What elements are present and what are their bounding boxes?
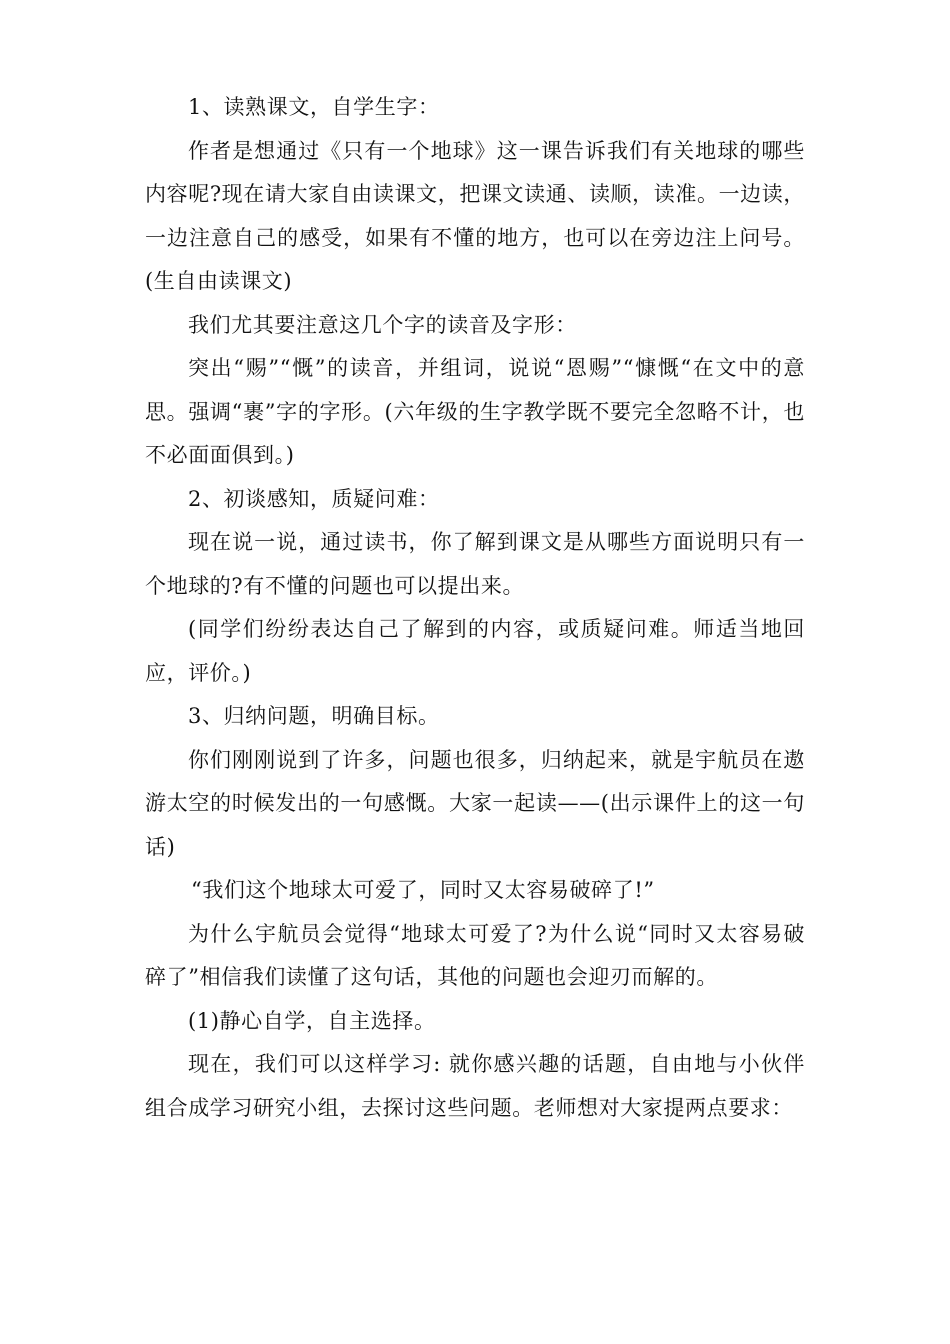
paragraph-attention: 我们尤其要注意这几个字的读音及字形： [188, 312, 577, 337]
paragraph-summary: 你们刚刚说到了许多，问题也很多，归纳起来，就是宇航员在遨游太空的时候发出的一句感慨。大家一起读——(出示课件上的这一句话) [145, 747, 805, 859]
paragraph-discuss: 现在说一说，通过读书，你了解到课文是从哪些方面说明只有一个地球的?有不懂的问题也可以提出来。 [145, 530, 805, 598]
quote-astronaut: “我们这个地球太可爱了，同时又太容易破碎了!” [191, 878, 655, 902]
paragraph-students-respond: (同学们纷纷表达自己了解到的内容，或质疑问难。师适当地回应，评价。) [145, 617, 805, 685]
paragraph-why: 为什么宇航员会觉得“地球太可爱了?为什么说“同时又太容易破碎了”相信我们读懂了这句话，其他的问题也会迎刃而解的。 [145, 921, 805, 989]
heading-read-text: 1、读熟课文，自学生字： [188, 95, 440, 119]
heading-self-study: (1)静心自学，自主选择。 [188, 1008, 436, 1033]
paragraph-pronunciation: 突出“赐”“慨”的读音，并组词，说说“恩赐”“慷慨“在文中的意思。强调“裹”字的字形。(六年级的生字教学既不要完全忽略不计，也不必面面俱到。) [145, 356, 805, 467]
paragraph-requirements: 现在，我们可以这样学习: 就你感兴趣的话题，自由地与小伙伴组合成学习研究小组，去探讨这些问题。老师想对大家提两点要求： [145, 1052, 805, 1120]
document-page [145, 86, 805, 1130]
paragraph-intro: 作者是想通过《只有一个地球》这一课告诉我们有关地球的哪些内容呢?现在请大家自由读课文，把课文读通、读顺，读准。一边读，一边注意自己的感受，如果有不懂的地方，也可以在旁边注上问号。(生自由读课文) [145, 138, 805, 293]
heading-first-impression: 2、初谈感知，质疑问难： [188, 486, 440, 511]
heading-summarize: 3、归纳问题，明确目标。 [188, 704, 440, 728]
